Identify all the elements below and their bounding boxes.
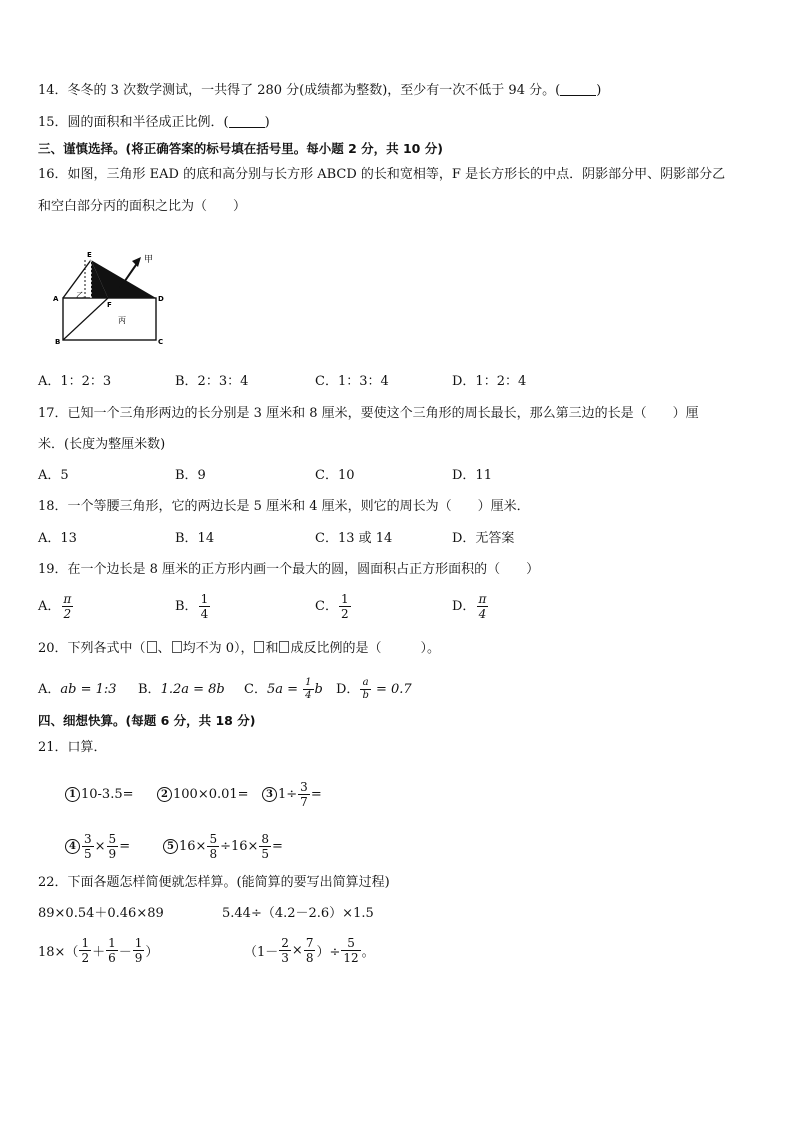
option-19-b[interactable]: B． $\frac{1}{4}$ bbox=[175, 592, 209, 621]
section-4-heading: 四、细想快算。(每题 6 分，共 18 分) bbox=[38, 713, 256, 728]
option-17-c[interactable]: C．10 bbox=[315, 468, 355, 483]
option-17-a[interactable]: A．5 bbox=[38, 468, 69, 483]
placeholder-box-icon bbox=[147, 641, 157, 653]
option-19-d[interactable]: D． $\frac{\pi}{4}$ bbox=[452, 592, 487, 621]
option-17-b[interactable]: B．9 bbox=[175, 468, 206, 483]
option-18-b[interactable]: B．14 bbox=[175, 531, 215, 546]
question-14: 14．冬冬的 3 次数学测试，一共得了 280 分(成绩都为整数)，至少有一次不低于 94 分。( ) bbox=[38, 83, 602, 98]
question-21-title: 21．口算． bbox=[38, 740, 107, 755]
calc-1: 1 10-3.5= bbox=[65, 780, 134, 808]
option-20-c[interactable]: C．5a = $\frac{1}{4}$ b bbox=[244, 677, 323, 701]
placeholder-box-icon bbox=[279, 641, 289, 653]
calc-22-4: （1－ $\frac{2}{3}$ × $\frac{7}{8}$ ）÷ $\frac{5}{12}$ 。 bbox=[244, 935, 375, 965]
calc-22-3: 18×（ $\frac{1}{2}$ ＋ $\frac{1}{6}$ － $\frac{1}{9}$ ） bbox=[38, 935, 159, 965]
calc-4: 4 $\frac{3}{5}$ × $\frac{5}{9}$ = bbox=[65, 828, 130, 864]
option-17-d[interactable]: D．11 bbox=[452, 468, 492, 483]
label-f: F bbox=[107, 301, 112, 309]
question-16-line2: 和空白部分丙的面积之比为（ ） bbox=[38, 199, 247, 214]
question-16-figure bbox=[48, 248, 178, 348]
option-16-a[interactable]: A．1：2：3 bbox=[38, 374, 112, 389]
option-18-a[interactable]: A．13 bbox=[38, 531, 77, 546]
question-15-text: 15．圆的面积和半径成正比例．( bbox=[38, 115, 229, 130]
calc-2: 2 100×0.01= bbox=[157, 780, 249, 808]
question-14-text: 14．冬冬的 3 次数学测试，一共得了 280 分(成绩都为整数)，至少有一次不低于 94 分。( bbox=[38, 83, 561, 98]
calc-22-1: 89×0.54＋0.46×89 bbox=[38, 906, 164, 921]
question-20-text: 20．下列各式中（ 、 均不为 0）， 和 成反比例的是（ ）。 bbox=[38, 641, 440, 656]
line-fb bbox=[63, 298, 108, 340]
option-18-c[interactable]: C．13 或 14 bbox=[315, 531, 393, 546]
option-19-a[interactable]: A． $\frac{\pi}{2}$ bbox=[38, 592, 72, 621]
question-22-title: 22．下面各题怎样简便就怎样算。(能简算的要写出简算过程) bbox=[38, 875, 390, 890]
section-3-heading: 三、谨慎选择。(将正确答案的标号填在括号里。每小题 2 分，共 10 分) bbox=[38, 141, 443, 156]
calc-3: 3 1÷ $\frac{3}{7}$ = bbox=[262, 776, 322, 812]
option-16-d[interactable]: D．1：2：4 bbox=[452, 374, 527, 389]
question-15: 15．圆的面积和半径成正比例．( ) bbox=[38, 115, 270, 130]
calc-22-2: 5.44÷（4.2－2.6）×1.5 bbox=[222, 906, 374, 921]
option-20-d[interactable]: D． $\frac{a}{b}$ = 0.7 bbox=[336, 677, 412, 701]
label-e: E bbox=[87, 251, 92, 259]
label-d: D bbox=[158, 295, 164, 303]
label-c: C bbox=[158, 338, 164, 346]
option-16-c[interactable]: C．1：3：4 bbox=[315, 374, 389, 389]
label-b: B bbox=[55, 338, 61, 346]
question-19-text: 19．在一个边长是 8 厘米的正方形内画一个最大的圆，圆面积占正方形面积的（ ） bbox=[38, 562, 540, 577]
label-bing: 丙 bbox=[118, 316, 126, 325]
label-yi: 乙 bbox=[76, 291, 84, 300]
question-18-text: 18．一个等腰三角形，它的两边长是 5 厘米和 4 厘米，则它的周长为（ ）厘米． bbox=[38, 499, 530, 514]
question-16-line1: 16．如图，三角形 EAD 的底和高分别与长方形 ABCD 的长和宽相等，F 是长方形长的中点．阴影部分甲、阴影部分乙 bbox=[38, 167, 726, 182]
placeholder-box-icon bbox=[254, 641, 264, 653]
label-jia: 甲 bbox=[144, 255, 154, 265]
option-16-b[interactable]: B．2：3：4 bbox=[175, 374, 249, 389]
option-20-a[interactable]: A．ab = 1:3 bbox=[38, 682, 117, 697]
question-17-line1: 17．已知一个三角形两边的长分别是 3 厘米和 8 厘米，要使这个三角形的周长最长，那么第三边的长是（ ）厘 bbox=[38, 406, 699, 421]
label-a: A bbox=[53, 295, 59, 303]
question-17-line2: 米．(长度为整厘米数) bbox=[38, 437, 166, 452]
option-18-d[interactable]: D．无答案 bbox=[452, 531, 515, 546]
placeholder-box-icon bbox=[172, 641, 182, 653]
option-19-c[interactable]: C． $\frac{1}{2}$ bbox=[315, 592, 349, 621]
option-20-b[interactable]: B．1.2a = 8b bbox=[138, 682, 225, 697]
answer-blank-14[interactable] bbox=[560, 82, 596, 96]
calc-5: 5 16× $\frac{5}{8}$ ÷16× $\frac{8}{5}$ = bbox=[163, 828, 283, 864]
answer-blank-15[interactable] bbox=[229, 114, 265, 128]
